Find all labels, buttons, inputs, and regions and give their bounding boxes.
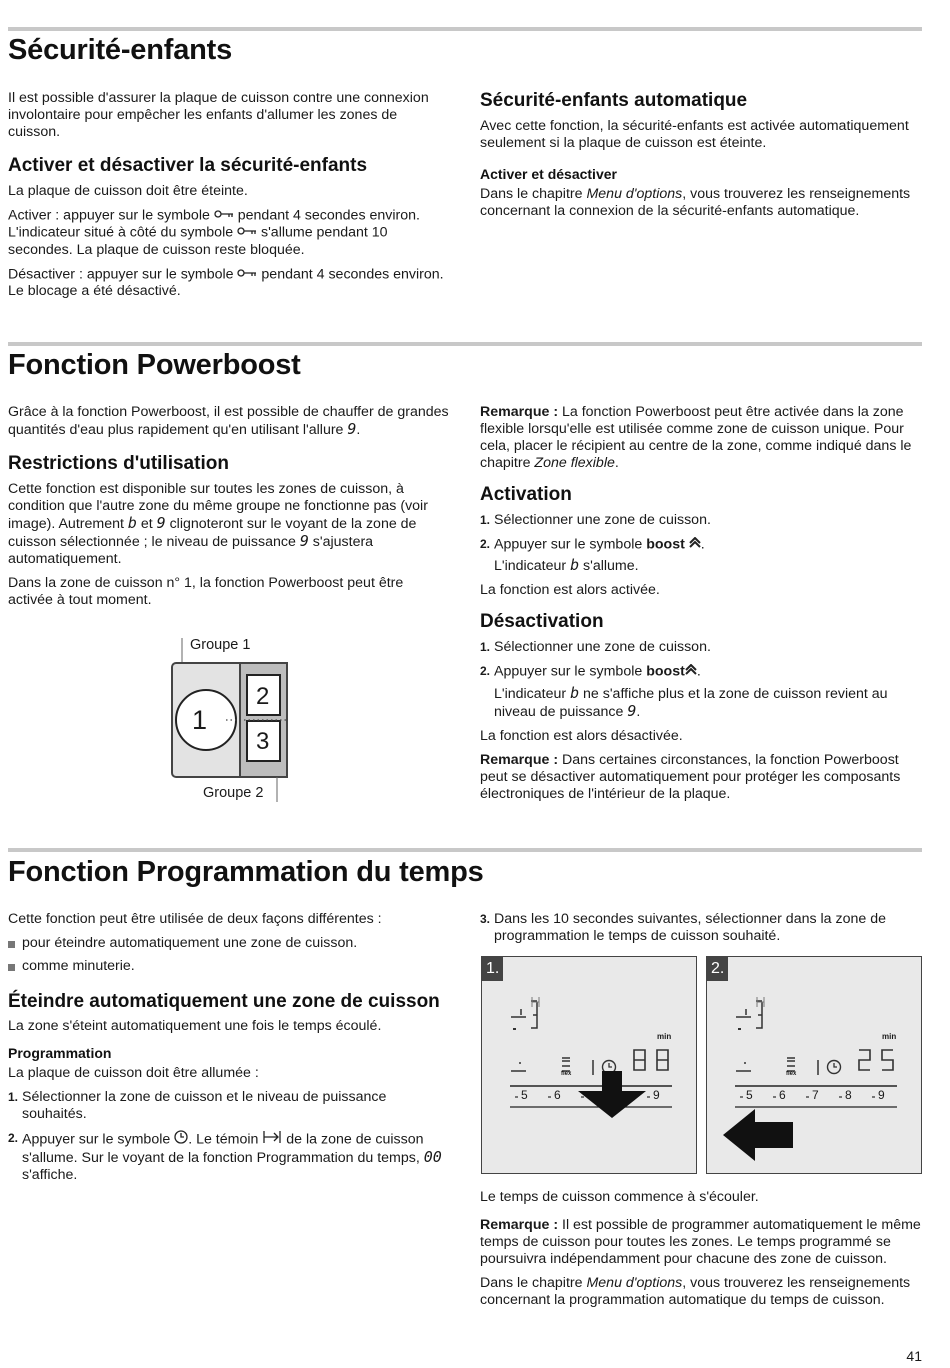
paragraph: Dans la zone de cuisson n° 1, la fonction Powerboost peut être activée à tout moment. bbox=[8, 575, 404, 608]
zone-group-diagram bbox=[160, 634, 300, 804]
flex-label: flex bbox=[561, 1071, 572, 1077]
subheading-restrictions: Restrictions d'utilisation bbox=[8, 453, 229, 474]
paragraph: Avec cette fonction, la sécurité-enfants est activée automatiquement seulement si la plaque de cuisson est éteinte. bbox=[480, 118, 909, 151]
paragraph: Cette fonction peut être utilisée de deux façons différentes : bbox=[8, 911, 382, 927]
power-level-9: 9 bbox=[156, 514, 166, 532]
list-item: 2. Appuyer sur le symbole boost . L'indicateur b s'allume. bbox=[480, 536, 922, 575]
boost-chevron-icon bbox=[689, 536, 701, 553]
section-rule bbox=[8, 342, 922, 346]
panel-tag: 2. bbox=[707, 957, 728, 981]
list-item: 1. Sélectionner une zone de cuisson. bbox=[480, 512, 711, 528]
securite-left-column bbox=[8, 90, 450, 307]
powerboost-left-column bbox=[8, 404, 450, 616]
programmation-right-bottom bbox=[480, 1189, 922, 1316]
control-panel-illustration-2 bbox=[706, 956, 922, 1174]
list-item: 2. Appuyer sur le symbole . Le témoin de la zone de cuisson s'allume. Sur le voyant de la fonction Programmation du temps, 00 s'affiche. bbox=[8, 1131, 442, 1183]
subheading-securite-auto: Sécurité-enfants automatique bbox=[480, 90, 748, 111]
key-icon bbox=[214, 207, 234, 224]
subheading-activer-desactiver: Activer et désactiver la sécurité-enfants bbox=[8, 155, 368, 176]
step-sub: L'indicateur b s'allume. bbox=[494, 556, 639, 575]
programmation-left-column bbox=[8, 911, 450, 1191]
paragraph: Dans le chapitre Menu d'options, vous trouverez les renseignements concernant la programmation automatique du temps de cuisson. bbox=[480, 1275, 911, 1308]
key-icon bbox=[237, 224, 257, 241]
step-sub: L'indicateur b ne s'affiche plus et la zone de cuisson revient au niveau de puissance 9. bbox=[494, 683, 888, 720]
min-label: min bbox=[882, 1032, 897, 1041]
paragraph: Cette fonction est disponible sur toutes les zones de cuisson, à condition que l'autre zone du même groupe ne fonctionne pas (voir image). Autrement b et 9 clignoteront sur le voyant de la zone de cuisson sélectionnée ; le niveau de puissance 9 s'ajustera automatiquement. bbox=[8, 481, 428, 567]
clock-icon bbox=[174, 1130, 188, 1149]
scale-6: 6 bbox=[554, 1088, 561, 1102]
power-level-9: 9 bbox=[627, 701, 637, 720]
activation-steps bbox=[480, 512, 922, 575]
scale-8: 8 bbox=[845, 1088, 852, 1102]
section-title-powerboost: Fonction Powerboost bbox=[8, 349, 301, 381]
zone-3-label: 3 bbox=[256, 728, 270, 755]
deactivation-steps bbox=[480, 639, 922, 720]
powerboost-intro: Grâce à la fonction Powerboost, il est possible de chauffer de grandes quantités d'eau plus rapidement qu'en utilisant l'allure 9. bbox=[8, 404, 449, 438]
list-item: 1. Sélectionner une zone de cuisson. bbox=[480, 639, 711, 656]
remark: Remarque : La fonction Powerboost peut être activée dans la zone flexible lorsqu'elle est utilisée comme zone de cuisson unique. Pour cela, placer le récipient au centre de la zone, comme indiqué dans le chapitre Zone flexible. bbox=[480, 404, 912, 471]
list-item: 1. Sélectionner la zone de cuisson et le niveau de puissance souhaités. bbox=[8, 1089, 387, 1122]
usage-bullets bbox=[8, 935, 450, 975]
scale-6: 6 bbox=[779, 1088, 786, 1102]
indicator-b: b bbox=[570, 683, 580, 702]
paragraph-activer: Activer : appuyer sur le symbole pendant 4 secondes environ. L'indicateur situé à côté du symbole s'allume pendant 10 secondes. La plaque de cuisson reste bloquée. bbox=[8, 207, 420, 258]
power-level-9: 9 bbox=[299, 532, 309, 550]
powerboost-right-column bbox=[480, 404, 922, 810]
programmation-step-3 bbox=[480, 911, 922, 945]
timer-00-display: 00 bbox=[423, 1148, 442, 1166]
page-number: 41 bbox=[906, 1348, 922, 1364]
paragraph: Dans le chapitre Menu d'options, vous trouverez les renseignements concernant la connexion de la sécurité-enfants automatique. bbox=[480, 186, 911, 219]
list-item: comme minuterie. bbox=[8, 958, 450, 975]
zone-1-label: 1 bbox=[192, 705, 208, 735]
paragraph: La fonction est alors désactivée. bbox=[480, 727, 683, 744]
programmation-steps bbox=[8, 1089, 450, 1184]
section-rule bbox=[8, 848, 922, 852]
paragraph-desactiver: Désactiver : appuyer sur le symbole pendant 4 secondes environ. Le blocage a été désactivé. bbox=[8, 265, 444, 299]
paragraph: La fonction est alors activée. bbox=[480, 582, 660, 599]
paragraph: La plaque de cuisson doit être allumée : bbox=[8, 1065, 259, 1081]
scale-9: 9 bbox=[878, 1088, 885, 1102]
section-rule bbox=[8, 27, 922, 31]
min-label: min bbox=[657, 1032, 672, 1041]
securite-right-column bbox=[480, 90, 922, 227]
subheading-desactivation: Désactivation bbox=[480, 611, 604, 633]
securite-intro: Il est possible d'assurer la plaque de cuisson contre une connexion involontaire pour empêcher les enfants d'allumer les zones de cuisson. bbox=[8, 90, 429, 140]
indicator-b: b bbox=[127, 514, 137, 532]
boost-chevron-icon bbox=[685, 663, 697, 680]
paragraph: La plaque de cuisson doit être éteinte. bbox=[8, 183, 248, 199]
list-item: 3. Dans les 10 secondes suivantes, sélectionner dans la zone de programmation le temps de cuisson souhaité. bbox=[480, 911, 886, 944]
indicator-b: b bbox=[570, 556, 580, 575]
key-icon bbox=[237, 266, 257, 283]
group-2-label: Groupe 2 bbox=[203, 785, 264, 801]
subheading-activation: Activation bbox=[480, 484, 572, 505]
subheading-eteindre: Éteindre automatiquement une zone de cuisson bbox=[8, 991, 440, 1012]
minor-heading: Activer et désactiver bbox=[480, 166, 617, 182]
zone-2-label: 2 bbox=[256, 683, 270, 710]
programmation-right-column bbox=[480, 911, 922, 952]
scale-9: 9 bbox=[653, 1088, 660, 1102]
panel-tag: 1. bbox=[482, 957, 503, 981]
remark: Remarque : Il est possible de programmer automatiquement le même temps de cuisson pour toutes les zones. Le temps programmé se poursuivra indépendamment pour chacune des zone de cuisson. bbox=[480, 1217, 921, 1267]
minor-heading: Programmation bbox=[8, 1045, 112, 1061]
control-panel-illustration-1 bbox=[481, 956, 697, 1174]
scale-5: 5 bbox=[746, 1088, 753, 1102]
paragraph: La zone s'éteint automatiquement une fois le temps écoulé. bbox=[8, 1018, 382, 1034]
scale-5: 5 bbox=[521, 1088, 528, 1102]
power-level-9: 9 bbox=[347, 420, 357, 438]
scale-7: 7 bbox=[812, 1088, 819, 1102]
paragraph: Le temps de cuisson commence à s'écouler. bbox=[480, 1189, 759, 1205]
group-1-label: Groupe 1 bbox=[190, 637, 251, 653]
section-title-securite: Sécurité-enfants bbox=[8, 34, 233, 66]
flex-label: flex bbox=[786, 1071, 797, 1077]
list-item: 2. Appuyer sur le symbole boost . L'indicateur b ne s'affiche plus et la zone de cuisson revient au niveau de puissance 9. bbox=[480, 663, 922, 720]
section-title-programmation: Fonction Programmation du temps bbox=[8, 856, 484, 888]
list-item: pour éteindre automatiquement une zone de cuisson. bbox=[8, 935, 450, 952]
timer-indicator-icon bbox=[262, 1130, 282, 1149]
remark: Remarque : Dans certaines circonstances, la fonction Powerboost peut se désactiver automatiquement pour protéger les composants électroniques de l'intérieur de la plaque. bbox=[480, 751, 901, 802]
